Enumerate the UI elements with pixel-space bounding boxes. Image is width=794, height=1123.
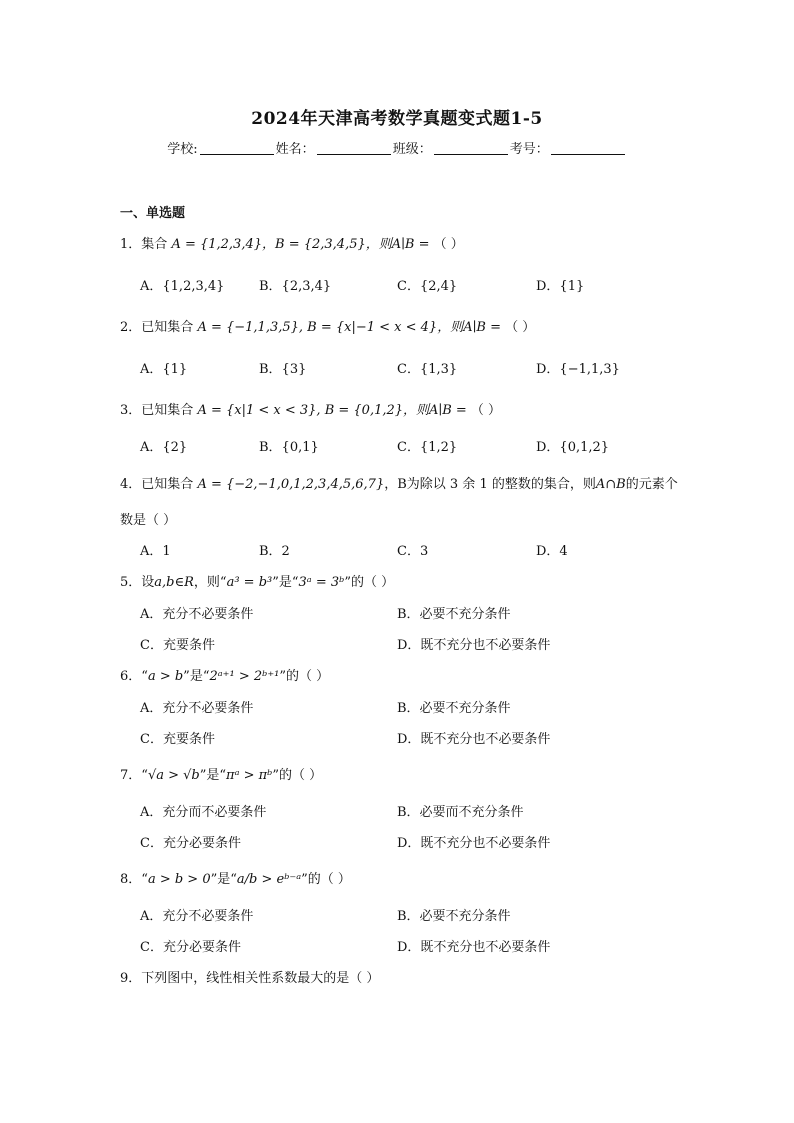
question-number: 1． [120,237,142,252]
option-a[interactable]: A．1 [140,544,171,559]
option-d[interactable]: D．{0,1,2} [536,440,610,455]
option-a[interactable]: A．{1} [140,362,188,377]
option-c[interactable]: C．充要条件 [140,732,215,747]
option-c[interactable]: C．{2,4} [397,279,458,294]
question-stem-mid: ，B为除以 3 余 1 的整数的集合，则 [384,477,596,492]
question-stem: 已知集合 [141,403,194,418]
option-b[interactable]: B．{3} [259,362,307,377]
option-b[interactable]: B．必要不充分条件 [397,701,511,716]
question-number: 9． [120,971,142,986]
answer-paren: ”的（ ） [344,575,395,590]
school-label: 学校: [167,142,198,157]
question-number: 4． [120,477,142,492]
question-stem-mid: ，则“ [193,575,227,590]
option-d[interactable]: D．既不充分也不必要条件 [397,940,551,955]
question-math-2: 2ᵃ⁺¹ > 2ᵇ⁺¹ [209,669,280,684]
exam-no-blank[interactable] [551,140,625,155]
question-5 [120,571,394,590]
question-stem-mid: ”是“ [183,669,210,684]
page-title: 2024年天津高考数学真题变式题1-5 [251,109,543,129]
question-stem: “ [141,872,148,887]
option-c[interactable]: C．充要条件 [140,638,215,653]
question-math-2: a³ = b³ [226,575,273,590]
option-a[interactable]: A．{1,2,3,4} [140,279,225,294]
question-stem: 下列图中，线性相关性系数最大的是 [141,971,350,986]
option-d[interactable]: D．4 [536,544,568,559]
question-stem: “ [141,768,148,783]
question-stem: 已知集合 [141,320,194,335]
question-stem-mid-2: ”是“ [272,575,299,590]
school-blank[interactable] [200,140,274,155]
question-math: A = {x|1 < x < 3}, B = {0,1,2}，则A∣B = [197,403,467,418]
question-3 [120,399,501,418]
question-4-line-2: 数是（ ） [120,513,177,528]
option-c[interactable]: C．{1,3} [397,362,458,377]
answer-paren: ”的（ ） [301,872,351,887]
section-heading: 一、单选题 [120,206,186,221]
option-a[interactable]: A．充分不必要条件 [140,607,254,622]
question-math-2: A∩B [595,477,626,492]
question-stem: 集合 [141,237,168,252]
option-d[interactable]: D．既不充分也不必要条件 [397,732,551,747]
question-stem: 设 [141,575,155,590]
class-label: 班级： [392,142,432,157]
question-math: √a > √b [147,768,200,783]
name-label: 姓名： [275,142,315,157]
option-d[interactable]: D．{1} [536,279,585,294]
option-c[interactable]: C．充分必要条件 [140,940,241,955]
option-d[interactable]: D．{−1,1,3} [536,362,620,377]
question-stem-suffix: 的元素个 [625,477,678,492]
answer-paren: （ ） [470,403,502,418]
question-number: 3． [120,403,142,418]
exam-no-label: 考号： [509,142,549,157]
question-math: A = {1,2,3,4}，B = {2,3,4,5}，则A∣B = [171,237,430,252]
question-8 [120,868,351,887]
option-a[interactable]: A．充分不必要条件 [140,701,254,716]
answer-paren: ”的（ ） [272,768,323,783]
question-math-3: 3ᵃ = 3ᵇ [298,575,345,590]
question-math: a > b > 0 [147,872,211,887]
student-info-line [0,138,794,157]
option-a[interactable]: A．充分不必要条件 [140,909,254,924]
answer-paren: （ ） [349,971,380,986]
question-stem-mid: ”是“ [199,768,227,783]
option-b[interactable]: B．{2,3,4} [259,279,332,294]
question-9 [120,967,379,986]
option-d[interactable]: D．既不充分也不必要条件 [397,638,551,653]
question-number: 7． [120,768,142,783]
question-number: 2． [120,320,142,335]
question-math-2: a/b > eᵇ⁻ᵃ [236,872,302,887]
class-blank[interactable] [434,140,508,155]
question-math: A = {−2,−1,0,1,2,3,4,5,6,7} [197,477,385,492]
question-stem: 已知集合 [141,477,194,492]
option-b[interactable]: B．2 [259,544,290,559]
question-stem-mid: ”是“ [210,872,237,887]
option-b[interactable]: B．必要不充分条件 [397,909,511,924]
name-blank[interactable] [317,140,391,155]
answer-paren: （ ） [433,237,464,252]
option-a[interactable]: A．充分而不必要条件 [140,805,267,820]
question-number: 8． [120,872,142,887]
option-b[interactable]: B．{0,1} [259,440,319,455]
option-b[interactable]: B．必要不充分条件 [397,607,511,622]
question-math: a,b∈R [154,575,194,590]
question-math-2: πᵃ > πᵇ [226,768,273,783]
question-number: 5． [120,575,142,590]
question-math: A = {−1,1,3,5}, B = {x|−1 < x < 4}，则A∣B = [197,320,501,335]
question-6 [120,665,329,684]
question-1 [120,233,464,252]
option-d[interactable]: D．既不充分也不必要条件 [397,836,551,851]
option-c[interactable]: C．充分必要条件 [140,836,241,851]
option-c[interactable]: C．{1,2} [397,440,458,455]
option-a[interactable]: A．{2} [140,440,188,455]
question-math: a > b [147,669,184,684]
question-number: 6． [120,669,142,684]
option-c[interactable]: C．3 [397,544,429,559]
question-4 [120,473,678,492]
option-b[interactable]: B．必要而不充分条件 [397,805,524,820]
answer-paren: ”的（ ） [279,669,330,684]
question-stem: “ [141,669,148,684]
answer-paren: （ ） [505,320,536,335]
question-7 [120,764,322,783]
question-2 [120,316,535,335]
